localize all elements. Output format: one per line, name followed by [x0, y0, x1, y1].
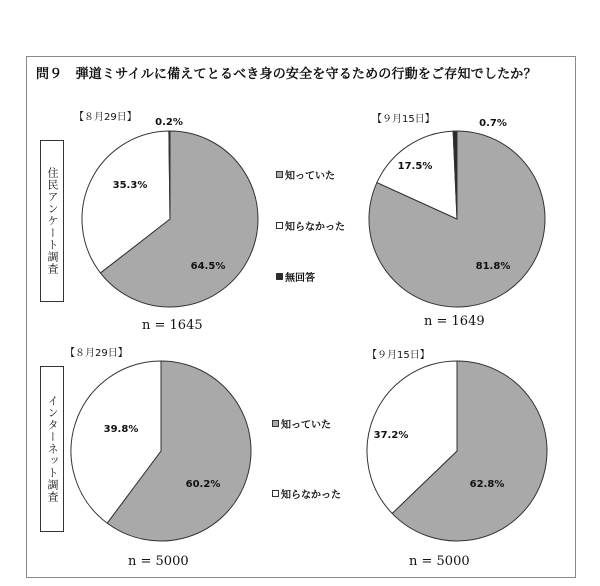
n-label-aug29-resident: n = 1645 [142, 318, 203, 333]
data-label-didnt-know: 39.8% [103, 424, 139, 435]
row-label-text: 住民アンケート調査 [46, 167, 59, 275]
row-label-text: インターネット調査 [46, 395, 59, 503]
legend-label: 知らなかった [285, 222, 345, 233]
legend-label: 知らなかった [281, 490, 341, 501]
data-label-no-answer: 0.2% [155, 117, 183, 128]
legend-label: 知っていた [281, 420, 331, 431]
data-label-knew: 81.8% [475, 261, 511, 272]
data-label-didnt-know: 37.2% [373, 430, 409, 441]
legend-label: 知っていた [285, 171, 335, 182]
data-label-didnt-know: 35.3% [112, 180, 148, 191]
figure-title: 問９ 弾道ミサイルに備えてとるべき身の安全を守るための行動をご存知でしたか？ [36, 67, 537, 82]
n-label-aug29-internet: n = 5000 [128, 554, 189, 569]
data-label-didnt-know: 17.5% [397, 161, 433, 172]
date-label-aug29-internet: 【８月29日】 [65, 348, 128, 359]
legend-label: 無回答 [285, 273, 315, 284]
date-label-sep15-internet: 【９月15日】 [367, 350, 430, 361]
data-label-no-answer: 0.7% [479, 118, 507, 129]
date-label-sep15-resident: 【９月15日】 [372, 114, 435, 125]
n-label-sep15-internet: n = 5000 [409, 554, 470, 569]
data-label-knew: 64.5% [190, 261, 226, 272]
date-label-aug29-resident: 【８月29日】 [74, 112, 137, 123]
data-label-knew: 62.8% [469, 479, 505, 490]
n-label-sep15-resident: n = 1649 [424, 314, 485, 329]
data-label-knew: 60.2% [185, 479, 221, 490]
